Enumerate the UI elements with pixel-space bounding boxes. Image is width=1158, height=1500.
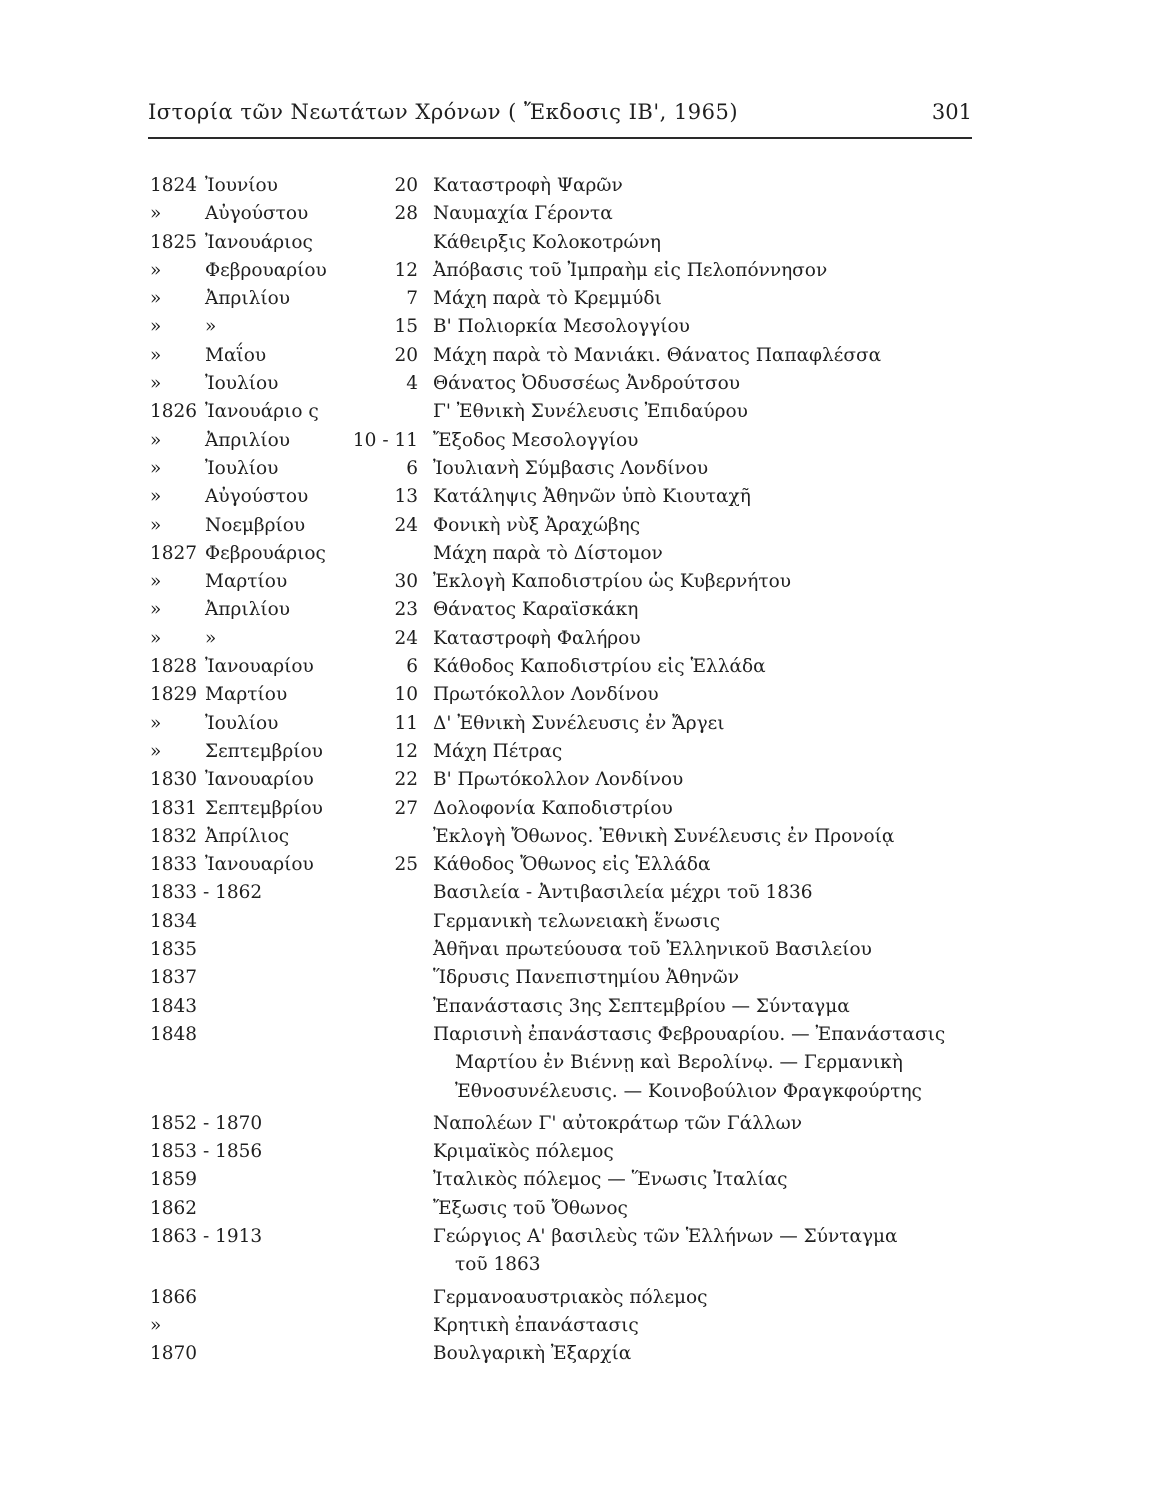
event-line: Κάθειρξις Κολοκοτρώνη: [433, 231, 661, 253]
chronology-row: [150, 200, 990, 228]
row-month: Ἰανουάριο ς: [205, 401, 319, 423]
row-event: [433, 398, 978, 426]
chronology-row: [150, 483, 990, 511]
chronology-row: [150, 540, 990, 568]
row-event: [433, 964, 978, 992]
row-month: Ἰανουαρίου: [205, 656, 314, 678]
row-event: [433, 596, 978, 624]
row-month: Φεβρουαρίου: [205, 259, 327, 281]
row-day: 12: [394, 259, 418, 281]
event-line: Μάχη παρὰ τὸ Μανιάκι. Θάνατος Παπαφλέσσα: [433, 344, 882, 366]
chronology-row: [150, 993, 990, 1021]
row-event: [433, 1021, 978, 1106]
event-line: Κατάληψις Ἀθηνῶν ὑπὸ Κιουταχῆ: [433, 486, 751, 508]
row-year: 1828: [150, 656, 198, 678]
row-year: »: [150, 740, 162, 762]
event-line: Κρητικὴ ἐπανάστασις: [433, 1314, 639, 1336]
chronology-row: [150, 964, 990, 992]
event-line: Ἐκλογὴ Καποδιστρίου ὡς Κυβερνήτου: [433, 571, 791, 593]
chronology-row: [150, 427, 990, 455]
row-event: [433, 851, 978, 879]
chronology-row: [150, 879, 990, 907]
event-line: Ναπολέων Γ' αὐτοκράτωρ τῶν Γάλλων: [433, 1112, 802, 1134]
chronology-row: [150, 455, 990, 483]
row-event: [433, 1166, 978, 1194]
row-day: 24: [394, 514, 418, 536]
event-line: Βουλγαρικὴ Ἐξαρχία: [433, 1343, 632, 1365]
chronology-row: [150, 229, 990, 257]
row-year: 1827: [150, 542, 198, 564]
event-line: Β' Πολιορκία Μεσολογγίου: [433, 316, 690, 338]
row-day: 11: [394, 712, 418, 734]
chronology-row: [150, 398, 990, 426]
row-event: [433, 766, 978, 794]
chronology-row: [150, 766, 990, 794]
row-event: [433, 229, 978, 257]
row-month: Σεπτεμβρίου: [205, 797, 323, 819]
row-month: »: [205, 316, 217, 338]
row-year: 1852 - 1870: [150, 1112, 263, 1134]
row-day: 15: [394, 316, 418, 338]
row-year: »: [150, 429, 162, 451]
row-day: 20: [394, 175, 418, 196]
chronology-row: [150, 596, 990, 624]
chronology-row: [150, 795, 990, 823]
event-line: Ἰουλιανὴ Σύμβασις Λονδίνου: [433, 457, 709, 479]
row-day: 27: [394, 797, 418, 819]
row-month: Ἀπριλίου: [205, 599, 291, 621]
chronology-row: [150, 936, 990, 964]
row-year: »: [150, 316, 162, 338]
row-event: [433, 993, 978, 1021]
row-day: 12: [394, 740, 418, 762]
event-line: Θάνατος Καραϊσκάκη: [433, 599, 639, 621]
event-line: Γεώργιος Α' βασιλεὺς τῶν Ἑλλήνων — Σύνταγμα: [433, 1225, 898, 1247]
chronology-row: [150, 512, 990, 540]
row-year: 1826: [150, 401, 198, 423]
event-line: Ἐκλογὴ Ὄθωνος. Ἐθνικὴ Συνέλευσις ἐν Προνοίᾳ: [433, 825, 895, 847]
chronology-row: [150, 1138, 990, 1166]
event-line: Γερμανοαυστριακὸς πόλεμος: [433, 1286, 708, 1308]
row-year: 1859: [150, 1169, 198, 1191]
row-day: 30: [394, 571, 418, 593]
row-event: [433, 738, 978, 766]
chronology-row: [150, 851, 990, 879]
row-event: [433, 1223, 978, 1280]
row-year: 1834: [150, 910, 198, 932]
row-year: 1833 - 1862: [150, 882, 263, 904]
row-day: 25: [394, 854, 418, 876]
row-year: »: [150, 712, 162, 734]
chronology-row: [150, 285, 990, 313]
chronology-row: [150, 370, 990, 398]
row-day: 10 - 11: [352, 429, 418, 451]
row-day: 13: [394, 486, 418, 508]
row-month: Σεπτεμβρίου: [205, 740, 323, 762]
row-month: Μαΐου: [205, 344, 267, 366]
row-day: 10: [394, 684, 418, 706]
row-year: 1853 - 1856: [150, 1141, 263, 1163]
row-day: 20: [394, 344, 418, 366]
row-year: »: [150, 599, 162, 621]
row-month: Ἰουλίου: [205, 373, 279, 395]
row-month: Ἰανουάριος: [205, 231, 313, 253]
row-year: 1848: [150, 1023, 198, 1045]
header-divider: [148, 137, 972, 139]
row-year: 1835: [150, 939, 198, 961]
row-year: 1862: [150, 1197, 198, 1219]
row-year: 1829: [150, 684, 198, 706]
row-year: 1833: [150, 854, 198, 876]
event-line: Κάθοδος Ὄθωνος εἰς Ἑλλάδα: [433, 854, 711, 876]
event-line: Θάνατος Ὀδυσσέως Ἀνδρούτσου: [433, 373, 740, 395]
event-line: Ἐπανάστασις 3ης Σεπτεμβρίου — Σύνταγμα: [433, 995, 850, 1017]
row-month: Ἀπριλίου: [205, 429, 291, 451]
page-header: [148, 100, 972, 140]
row-year: 1832: [150, 825, 198, 847]
row-month: Ἰανουαρίου: [205, 854, 314, 876]
row-day: 4: [406, 373, 418, 395]
event-line: Φονικὴ νὺξ Ἀραχώβης: [433, 514, 641, 536]
event-line: Γερμανικὴ τελωνειακὴ ἕνωσις: [433, 910, 721, 932]
event-line: Ναυμαχία Γέροντα: [433, 203, 613, 225]
chronology-row: [150, 681, 990, 709]
row-event: [433, 1110, 978, 1138]
row-day: 23: [394, 599, 418, 621]
event-line: Κάθοδος Καποδιστρίου εἰς Ἑλλάδα: [433, 656, 766, 678]
event-line: Ἀπόβασις τοῦ Ἰμπραὴμ εἰς Πελοπόννησον: [433, 259, 828, 281]
chronology-row: [150, 1021, 990, 1106]
event-line: Καταστροφὴ Ψαρῶν: [433, 175, 623, 196]
row-month: Αὐγούστου: [205, 486, 309, 508]
row-year: »: [150, 288, 162, 310]
chronology-row: [150, 710, 990, 738]
event-line: Μαρτίου ἐν Βιέννῃ καὶ Βερολίνῳ. — Γερμανικὴ: [455, 1052, 903, 1074]
row-year: 1870: [150, 1343, 198, 1365]
chronology-row: [150, 172, 990, 200]
row-event: [433, 540, 978, 568]
row-year: »: [150, 571, 162, 593]
row-event: [433, 795, 978, 823]
row-event: [433, 1312, 978, 1340]
row-event: [433, 1284, 978, 1312]
row-year: »: [150, 203, 162, 225]
row-event: [433, 455, 978, 483]
row-month: Ἀπριλίου: [205, 288, 291, 310]
chronology-row: [150, 625, 990, 653]
event-line: Κριμαϊκὸς πόλεμος: [433, 1141, 614, 1163]
chronology-row: [150, 1223, 990, 1280]
row-event: [433, 172, 978, 200]
row-day: 6: [406, 457, 418, 479]
row-event: [433, 653, 978, 681]
row-event: [433, 568, 978, 596]
chronology-row: [150, 1110, 990, 1138]
row-year: »: [150, 627, 162, 649]
page-number: 301: [931, 100, 972, 124]
event-line: Δ' Ἐθνικὴ Συνέλευσις ἐν Ἄργει: [433, 712, 725, 734]
event-line: Ἀθῆναι πρωτεύουσα τοῦ Ἑλληνικοῦ Βασιλείου: [433, 939, 872, 961]
row-year: 1825: [150, 231, 198, 253]
event-line: Ἵδρυσις Πανεπιστημίου Ἀθηνῶν: [433, 967, 739, 989]
row-day: 6: [406, 656, 418, 678]
row-month: Ἰανουαρίου: [205, 769, 314, 791]
row-year: 1830: [150, 769, 198, 791]
chronology-row: [150, 653, 990, 681]
row-day: 7: [406, 288, 418, 310]
row-month: Αὐγούστου: [205, 203, 309, 225]
chronology-row: [150, 1166, 990, 1194]
row-year: »: [150, 373, 162, 395]
row-event: [433, 200, 978, 228]
event-line: Γ' Ἐθνικὴ Συνέλευσις Ἐπιδαύρου: [433, 401, 748, 423]
running-title: Ιστορία τῶν Νεωτάτων Χρόνων ( Ἔκδοσις ΙΒ', 1965): [148, 100, 739, 124]
chronology-row: [150, 342, 990, 370]
row-event: [433, 257, 978, 285]
row-day: 24: [394, 627, 418, 649]
row-day: 22: [394, 769, 418, 791]
row-event: [433, 936, 978, 964]
event-line: τοῦ 1863: [455, 1254, 541, 1276]
event-line: Μάχη παρὰ τὸ Δίστομον: [433, 542, 663, 564]
event-line: Ἐθνοσυνέλευσις. — Κοινοβούλιον Φραγκφούρτης: [455, 1080, 922, 1102]
row-year: 1866: [150, 1286, 198, 1308]
row-year: 1863 - 1913: [150, 1225, 263, 1247]
event-line: Ἔξωσις τοῦ Ὄθωνος: [433, 1197, 628, 1219]
chronology-row: [150, 1195, 990, 1223]
chronology-table: [150, 172, 990, 1368]
row-event: [433, 908, 978, 936]
chronology-row: [150, 1284, 990, 1312]
event-line: Παρισινὴ ἐπανάστασις Φεβρουαρίου. — Ἐπανάστασις: [433, 1023, 946, 1045]
row-event: [433, 313, 978, 341]
event-line: Ἰταλικὸς πόλεμος — Ἕνωσις Ἰταλίας: [433, 1169, 788, 1191]
row-month: Μαρτίου: [205, 571, 288, 593]
row-event: [433, 1138, 978, 1166]
chronology-row: [150, 823, 990, 851]
chronology-row: [150, 908, 990, 936]
row-event: [433, 823, 978, 851]
row-year: 1843: [150, 995, 198, 1017]
row-year: 1831: [150, 797, 198, 819]
event-line: Πρωτόκολλον Λονδίνου: [433, 684, 659, 706]
row-year: »: [150, 344, 162, 366]
chronology-row: [150, 1340, 990, 1368]
event-line: Βασιλεία - Ἀντιβασιλεία μέχρι τοῦ 1836: [433, 882, 813, 904]
row-event: [433, 1195, 978, 1223]
row-day: 28: [394, 203, 418, 225]
row-event: [433, 681, 978, 709]
row-year: »: [150, 486, 162, 508]
event-line: Καταστροφὴ Φαλήρου: [433, 627, 641, 649]
row-event: [433, 879, 978, 907]
row-month: Ἰουλίου: [205, 712, 279, 734]
row-event: [433, 710, 978, 738]
event-line: Μάχη Πέτρας: [433, 740, 563, 762]
row-event: [433, 1340, 978, 1368]
event-line: Δολοφονία Καποδιστρίου: [433, 797, 673, 819]
chronology-row: [150, 257, 990, 285]
row-year: »: [150, 457, 162, 479]
chronology-row: [150, 1312, 990, 1340]
row-month: Φεβρουάριος: [205, 542, 326, 564]
chronology-row: [150, 568, 990, 596]
chronology-row: [150, 313, 990, 341]
row-month: Ἰουνίου: [205, 175, 278, 196]
row-month: Ἀπρίλιος: [205, 825, 290, 847]
row-event: [433, 512, 978, 540]
row-event: [433, 625, 978, 653]
row-year: »: [150, 1314, 162, 1336]
row-event: [433, 285, 978, 313]
row-month: »: [205, 627, 217, 649]
row-event: [433, 427, 978, 455]
row-year: »: [150, 514, 162, 536]
row-year: 1824: [150, 175, 198, 196]
event-line: Β' Πρωτόκολλον Λονδίνου: [433, 769, 684, 791]
row-month: Νοεμβρίου: [205, 514, 306, 536]
chronology-row: [150, 738, 990, 766]
row-event: [433, 483, 978, 511]
row-event: [433, 342, 978, 370]
row-month: Μαρτίου: [205, 684, 288, 706]
row-event: [433, 370, 978, 398]
event-line: Μάχη παρὰ τὸ Κρεμμύδι: [433, 288, 662, 310]
row-month: Ἰουλίου: [205, 457, 279, 479]
event-line: Ἔξοδος Μεσολογγίου: [433, 429, 639, 451]
row-year: »: [150, 259, 162, 281]
row-year: 1837: [150, 967, 198, 989]
